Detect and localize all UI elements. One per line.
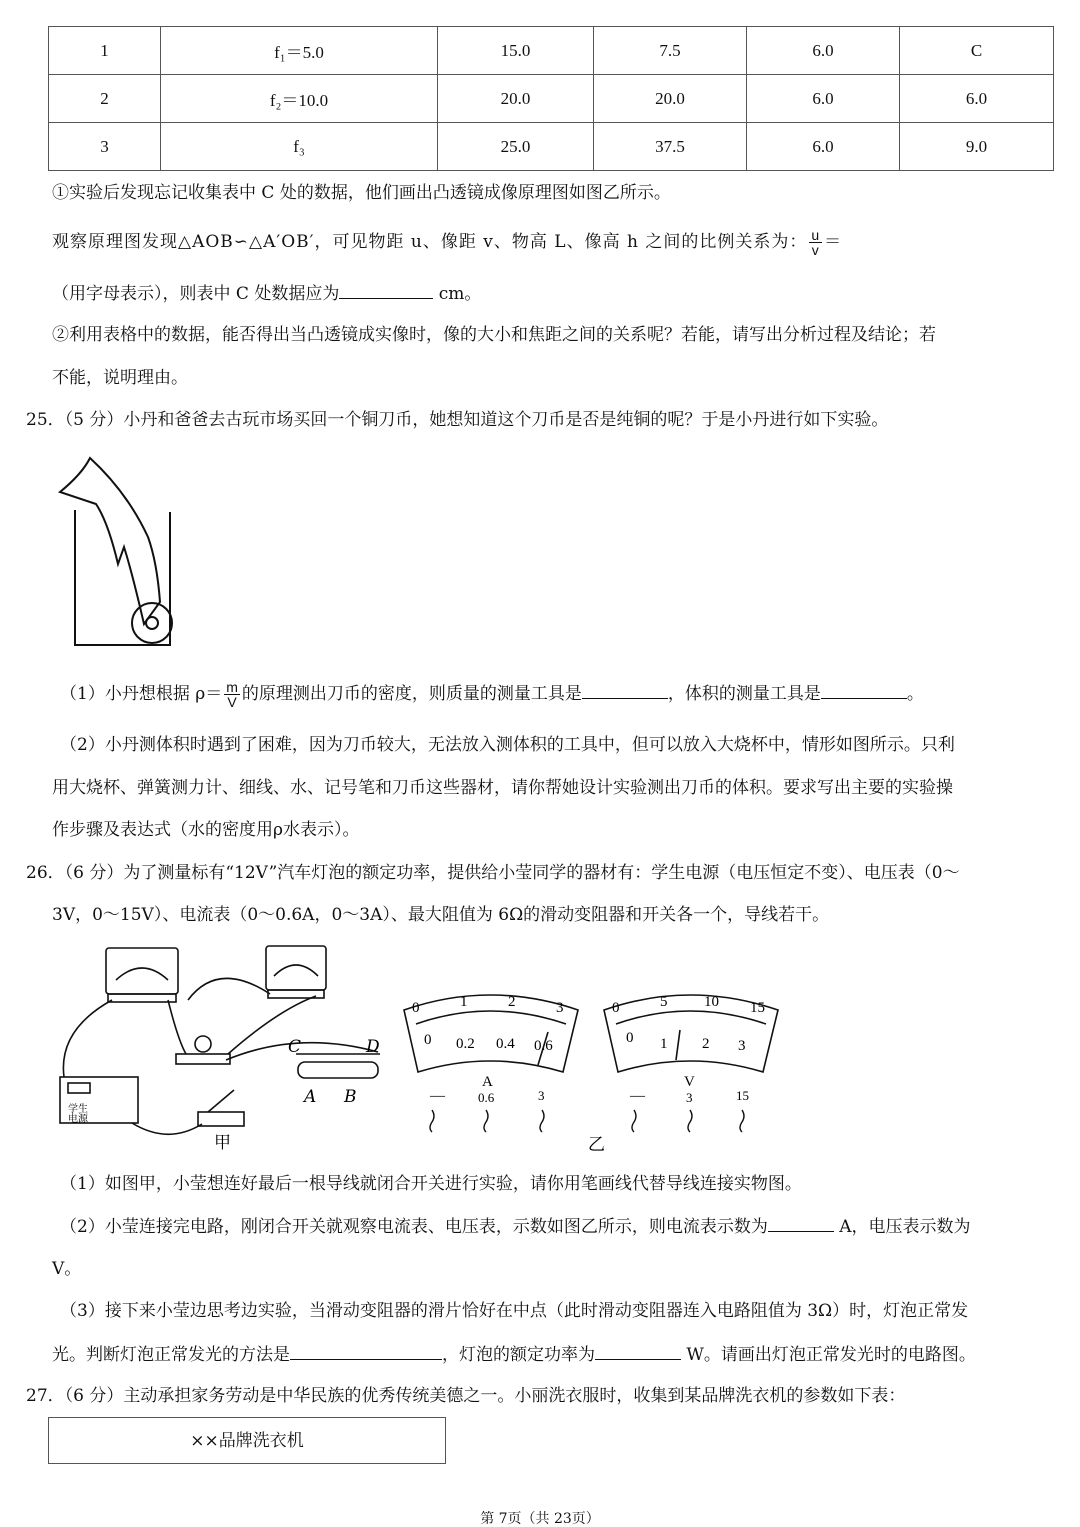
page-footer: 第 7页（共 23页） — [480, 1511, 600, 1527]
q25-sub2-line3: 作步骤及表达式（水的密度用ρ水表示）。 — [52, 820, 360, 840]
ammeter-scale — [116, 968, 168, 980]
answer-blank[interactable] — [595, 1342, 681, 1360]
table-cell: f₃ — [161, 123, 438, 171]
q26-sub2-line2: V。 — [52, 1259, 82, 1279]
beaker-outline — [75, 510, 170, 645]
table-cell: 6.0 — [747, 27, 900, 75]
terminal-d-label: D — [366, 1037, 380, 1057]
ammeter-unit: A — [482, 1074, 493, 1090]
ammeter-terminal: — — [430, 1088, 445, 1104]
answer-blank[interactable] — [768, 1214, 834, 1232]
q25-sub2-line2: 用大烧杯、弹簧测力计、细线、水、记号笔和刀币这些器材，请你帮她设计实验测出刀币的体积。要求写出主要的实验操 — [52, 778, 953, 798]
ammeter-tick: 0.6 — [534, 1038, 553, 1054]
answer-blank[interactable] — [339, 281, 433, 299]
table-cell: 20.0 — [594, 75, 747, 123]
table-cell: f₂＝10.0 — [161, 75, 438, 123]
voltmeter-tick: 0 — [626, 1030, 634, 1046]
wire — [188, 978, 270, 1000]
knife-coin-hole — [146, 617, 158, 629]
table-cell: 7.5 — [594, 27, 747, 75]
table-cell: 6.0 — [747, 123, 900, 171]
knife-coin-ring — [132, 603, 172, 643]
terminal-b-label: B — [344, 1087, 357, 1107]
lamp-base — [176, 1054, 230, 1064]
terminal-a-label: A — [304, 1087, 317, 1107]
wire — [63, 1000, 112, 1077]
rheostat-coil — [298, 1062, 378, 1078]
terminal-screw-icon — [430, 1110, 434, 1132]
switch-icon — [198, 1112, 244, 1126]
table-cell: 6.0 — [747, 75, 900, 123]
answer-blank[interactable] — [821, 681, 907, 699]
wire — [226, 1043, 378, 1060]
voltmeter-device — [266, 946, 326, 990]
lamp-bulb-icon — [195, 1036, 211, 1052]
table-cell: 37.5 — [594, 123, 747, 171]
terminal-screw-icon — [688, 1110, 692, 1132]
ammeter-device — [106, 948, 178, 994]
circuit-figure-jia — [48, 940, 398, 1155]
table-row — [49, 123, 1054, 171]
table-cell: 1 — [49, 27, 161, 75]
wire — [132, 1123, 202, 1134]
answer-blank[interactable] — [582, 681, 668, 699]
source-label-1: 学生 — [68, 1104, 88, 1115]
wire — [228, 996, 316, 1054]
density-fraction: $\frac{m}{V}$ — [226, 679, 238, 710]
voltmeter-tick: 2 — [702, 1036, 710, 1052]
knife-coin-beaker-figure — [52, 452, 176, 648]
table-cell: 2 — [49, 75, 161, 123]
figure-yi-label: 乙 — [588, 1135, 605, 1155]
q24-part1-line1: ①实验后发现忘记收集表中 C 处的数据，他们画出凸透镜成像原理图如图乙所示。 — [52, 183, 671, 203]
q24-ratio-text: 观察原理图发现△AOB∽△A′OB′，可见物距 u、像距 v、物高 L、像高 h 之间的比例关系为： — [52, 232, 808, 252]
voltmeter-tick: 3 — [738, 1038, 746, 1054]
terminal-c-label: C — [288, 1037, 302, 1057]
voltmeter-terminal: — — [630, 1088, 645, 1104]
figure-jia-label: 甲 — [214, 1133, 231, 1153]
voltmeter-tick: 1 — [660, 1036, 668, 1052]
voltmeter-tick: 5 — [660, 994, 668, 1010]
table-cell: f₁＝5.0 — [161, 27, 438, 75]
voltmeter-tick: 0 — [612, 1000, 620, 1016]
ammeter-tick: 3 — [556, 1000, 564, 1016]
table-cell: 6.0 — [900, 75, 1054, 123]
meters-figure-yi — [398, 990, 788, 1155]
ammeter-tick: 2 — [508, 994, 516, 1010]
voltmeter-terminal: 15 — [736, 1088, 749, 1103]
wire — [168, 1000, 186, 1054]
terminal-screw-icon — [484, 1110, 488, 1132]
table-cell: 15.0 — [438, 27, 594, 75]
answer-blank[interactable] — [290, 1342, 442, 1360]
voltmeter-tick: 10 — [704, 994, 719, 1010]
voltmeter-needle — [676, 1030, 680, 1060]
q24-part1-line3: （用字母表示），则表中 C 处数据应为 cm。 — [52, 281, 1054, 306]
ammeter-terminal: 3 — [538, 1088, 545, 1103]
q26-sub3-line2: 光。判断灯泡正常发光的方法是 ，灯泡的额定功率为 W。请画出灯泡正常发光时的电路图。 — [52, 1342, 1054, 1367]
q25-sub2-line1: （2）小丹测体积时遇到了困难，因为刀币较大，无法放入测体积的工具中，但可以放入大烧杯中，情形如图所示。只利 — [60, 735, 955, 755]
table-row — [49, 75, 1054, 123]
washing-machine-table-header: ××品牌洗衣机 — [48, 1417, 446, 1464]
q26-sub3-line1: （3）接下来小莹边思考边实验，当滑动变阻器的滑片恰好在中点（此时滑动变阻器连入电路阻值为 3Ω）时，灯泡正常发 — [60, 1301, 969, 1321]
voltmeter-unit: V — [684, 1074, 695, 1090]
source-label-2: 电源 — [68, 1114, 88, 1125]
ammeter-tick: 1 — [460, 994, 468, 1010]
q26-stem-line1: 26．（6 分）为了测量标有“12V”汽车灯泡的额定功率，提供给小莹同学的器材有：学生电源（电压恒定不变）、电压表（0～ — [26, 863, 960, 883]
table-cell: 20.0 — [438, 75, 594, 123]
voltmeter-tick: 15 — [750, 1000, 765, 1016]
q26-sub2-line1: （2）小莹连接完电路，刚闭合开关就观察电流表、电压表，示数如图乙所示，则电流表示数为 A，电压表示数为 — [60, 1214, 1054, 1239]
table-cell: 3 — [49, 123, 161, 171]
ammeter-tick: 0.2 — [456, 1036, 475, 1052]
ammeter-tick: 0 — [424, 1032, 432, 1048]
ratio-fraction: $\frac{u}{v}$ — [811, 227, 821, 258]
q25-stem: 25．（5 分）小丹和爸爸去古玩市场买回一个铜刀币，她想知道这个刀币是否是纯铜的呢？于是小丹进行如下实验。 — [26, 410, 889, 430]
ammeter-terminal: 0.6 — [478, 1090, 495, 1105]
q25-sub1: （1）小丹想根据 ρ＝ $\frac{m}{V}$ 的原理测出刀币的密度，则质量的测量工具是 ，体积的测量工具是 。 — [60, 679, 924, 710]
terminal-screw-icon — [540, 1110, 544, 1132]
q26-stem-line2: 3V，0～15V）、电流表（0～0.6A，0～3A）、最大阻值为 6Ω的滑动变阻器和开关各一个，导线若干。 — [52, 905, 830, 925]
table-row — [49, 27, 1054, 75]
q27-stem: 27．（6 分）主动承担家务劳动是中华民族的优秀传统美德之一。小丽洗衣服时，收集到某品牌洗衣机的参数如下表： — [26, 1386, 906, 1406]
ammeter-tick: 0.4 — [496, 1036, 515, 1052]
q26-sub1: （1）如图甲，小莹想连好最后一根导线就闭合开关进行实验，请你用笔画线代替导线连接实物图。 — [60, 1174, 802, 1194]
q24-part1-line2: 观察原理图发现△AOB∽△A′OB′，可见物距 u、像距 v、物高 L、像高 h 之间的比例关系为： $\frac{u}{v}$ ＝ — [52, 227, 843, 258]
terminal-screw-icon — [740, 1110, 744, 1132]
table-cell: C — [900, 27, 1054, 75]
q24-part2-line1: ②利用表格中的数据，能否得出当凸透镜成实像时，像的大小和焦距之间的关系呢？若能，请写出分析过程及结论；若 — [52, 325, 936, 345]
q24-part2-line2: 不能，说明理由。 — [52, 368, 188, 388]
ammeter-tick: 0 — [412, 1000, 420, 1016]
terminal-screw-icon — [632, 1110, 636, 1132]
table-cell: 25.0 — [438, 123, 594, 171]
experiment-table — [48, 26, 1054, 171]
table-cell: 9.0 — [900, 123, 1054, 171]
voltmeter-terminal: 3 — [686, 1090, 693, 1105]
